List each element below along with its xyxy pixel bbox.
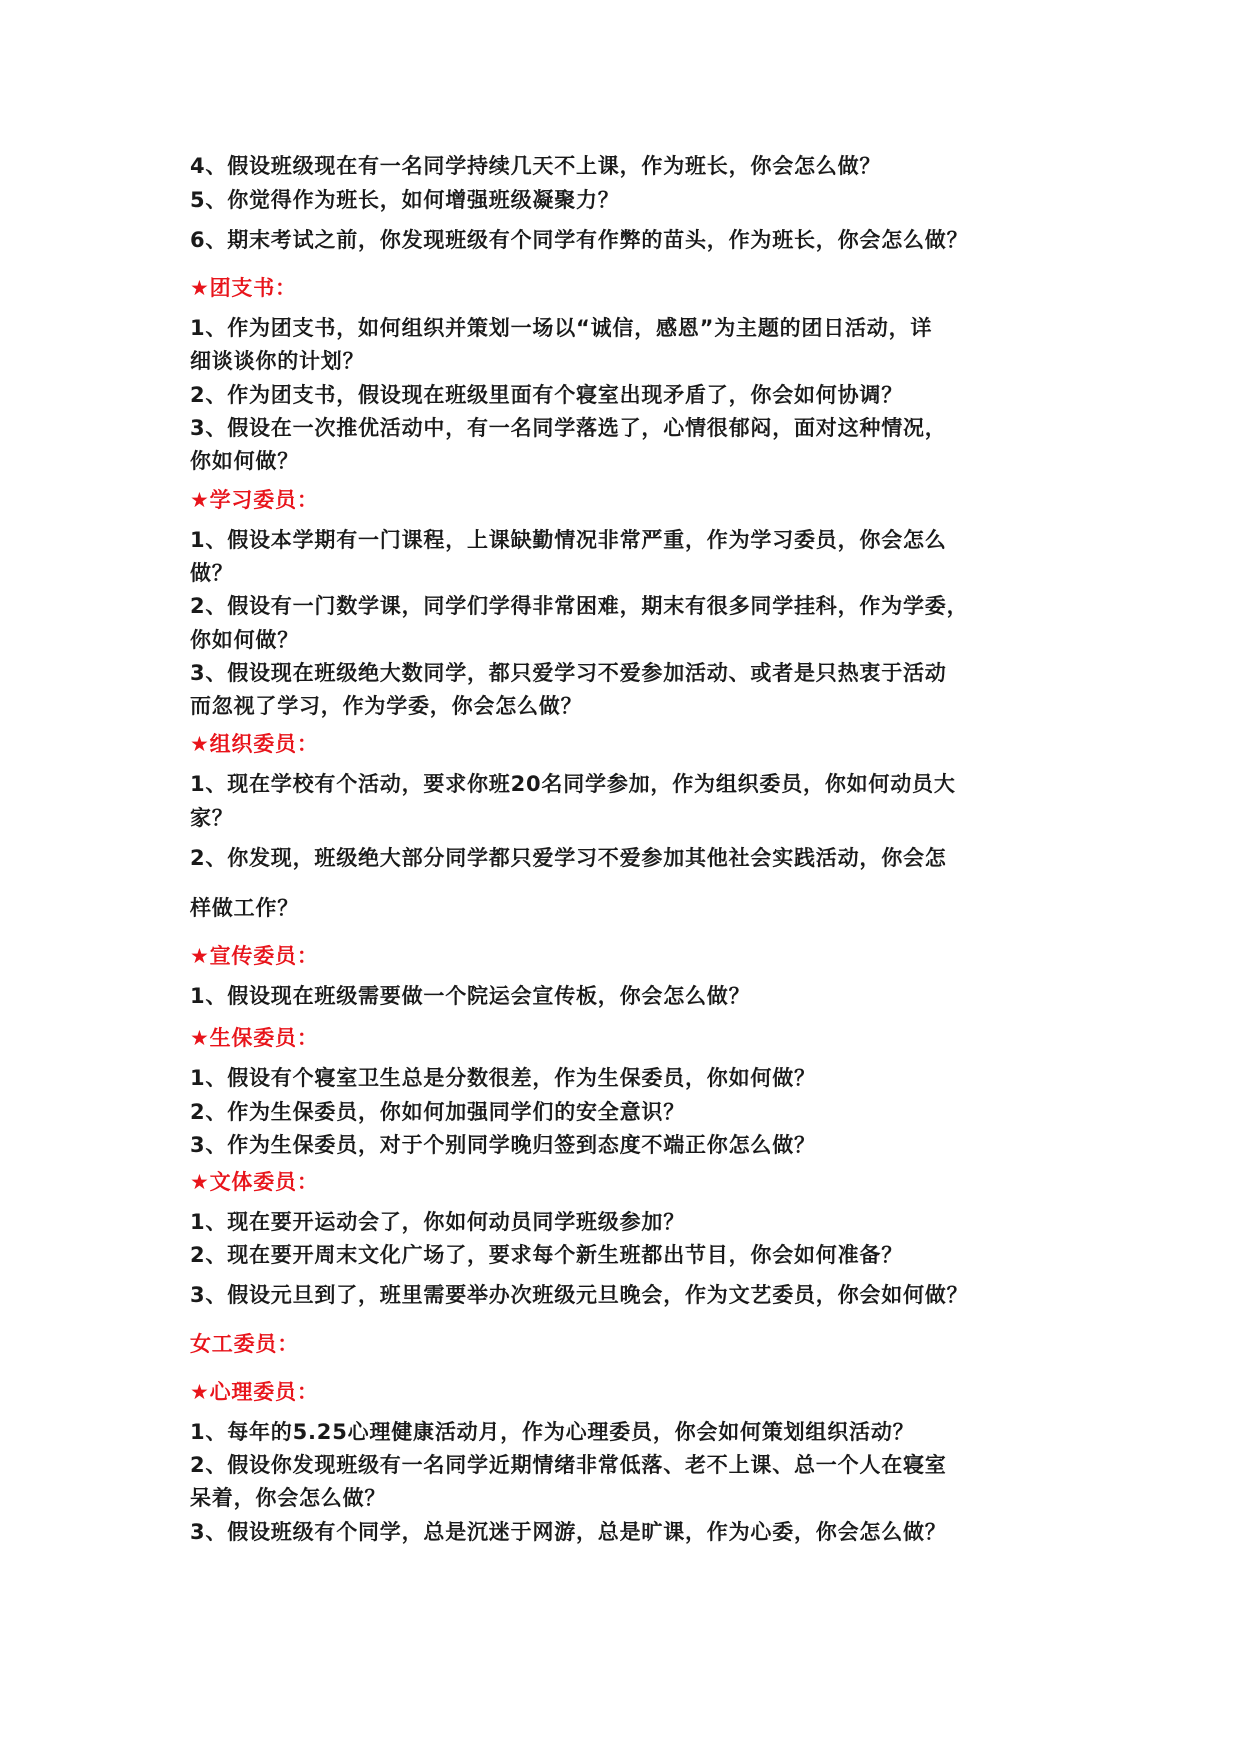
question-line: 5、你觉得作为班长，如何增强班级凝聚力？ <box>190 188 620 212</box>
question-line: 3、假设现在班级绝大数同学，都只爱学习不爱参加活动、或者是只热衷于活动 <box>190 661 947 685</box>
question-line: 1、作为团支书，如何组织并策划一场以“诚信，感恩”为主题的团日活动，详 <box>190 316 933 340</box>
question-line: 2、你发现，班级绝大部分同学都只爱学习不爱参加其他社会实践活动，你会怎 <box>190 846 947 870</box>
question-line: 你如何做？ <box>190 628 299 652</box>
question-line: 3、假设元旦到了，班里需要举办次班级元旦晚会，作为文艺委员，你会如何做？ <box>190 1283 969 1307</box>
question-line: 4、假设班级现在有一名同学持续几天不上课，作为班长，你会怎么做？ <box>190 154 882 178</box>
section-heading-publicity-committee: ★宣传委员： <box>190 944 319 968</box>
question-line: 1、假设现在班级需要做一个院运会宣传板，你会怎么做？ <box>190 984 751 1008</box>
question-line: 1、假设本学期有一门课程，上课缺勤情况非常严重，作为学习委员，你会怎么 <box>190 528 947 552</box>
question-line: 1、现在学校有个活动，要求你班20名同学参加，作为组织委员，你如何动员大 <box>190 772 956 796</box>
question-line: 2、作为团支书，假设现在班级里面有个寝室出现矛盾了，你会如何协调？ <box>190 383 904 407</box>
question-line: 1、每年的5.25心理健康活动月，作为心理委员，你会如何策划组织活动？ <box>190 1420 915 1444</box>
section-heading-psychology-committee: ★心理委员： <box>190 1380 319 1404</box>
question-line: 家？ <box>190 806 234 830</box>
section-heading-organization-committee: ★组织委员： <box>190 732 319 756</box>
question-line: 3、假设在一次推优活动中，有一名同学落选了，心情很郁闷，面对这种情况， <box>190 416 947 440</box>
question-line: 细谈谈你的计划？ <box>190 349 365 373</box>
section-heading-sports-arts-committee: ★文体委员： <box>190 1170 319 1194</box>
section-heading-league-secretary: ★团支书： <box>190 276 297 300</box>
question-line: 你如何做？ <box>190 449 299 473</box>
section-heading-life-safety-committee: ★生保委员： <box>190 1026 319 1050</box>
section-heading-women-committee: 女工委员： <box>190 1332 299 1356</box>
question-line: 样做工作？ <box>190 896 299 920</box>
question-line: 6、期末考试之前，你发现班级有个同学有作弊的苗头，作为班长，你会怎么做？ <box>190 228 969 252</box>
question-line: 3、作为生保委员，对于个别同学晚归签到态度不端正你怎么做？ <box>190 1133 816 1157</box>
question-line: 2、现在要开周末文化广场了，要求每个新生班都出节目，你会如何准备？ <box>190 1243 904 1267</box>
question-line: 2、作为生保委员，你如何加强同学们的安全意识？ <box>190 1100 686 1124</box>
section-heading-study-committee: ★学习委员： <box>190 488 319 512</box>
question-line: 做？ <box>190 561 234 585</box>
question-line: 呆着，你会怎么做？ <box>190 1486 387 1510</box>
question-line: 1、现在要开运动会了，你如何动员同学班级参加？ <box>190 1210 686 1234</box>
question-line: 3、假设班级有个同学，总是沉迷于网游，总是旷课，作为心委，你会怎么做？ <box>190 1520 947 1544</box>
question-line: 而忽视了学习，作为学委，你会怎么做？ <box>190 694 583 718</box>
question-line: 2、假设有一门数学课，同学们学得非常困难，期末有很多同学挂科，作为学委， <box>190 594 969 618</box>
question-line: 2、假设你发现班级有一名同学近期情绪非常低落、老不上课、总一个人在寝室 <box>190 1453 947 1477</box>
question-line: 1、假设有个寝室卫生总是分数很差，作为生保委员，你如何做？ <box>190 1066 816 1090</box>
